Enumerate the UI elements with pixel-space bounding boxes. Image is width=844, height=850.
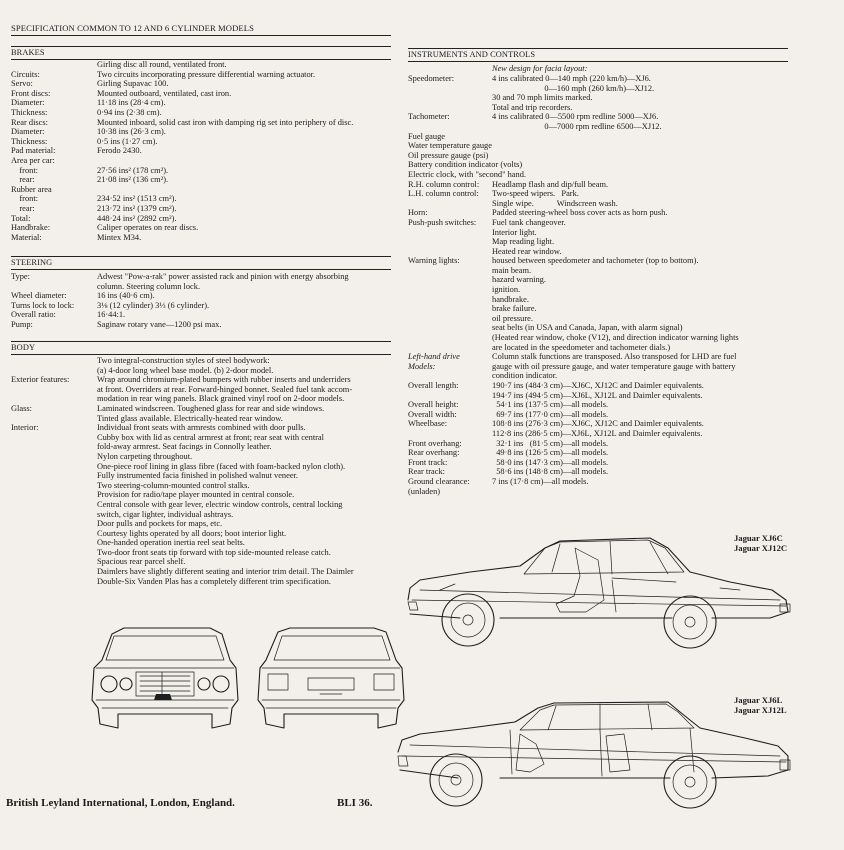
spec-label: Speedometer: [408, 74, 455, 83]
spec-label: rear: [11, 175, 35, 185]
spec-label: Type: [11, 272, 30, 281]
spec-value: 16·44:1. [97, 310, 126, 320]
spec-label: Turns lock to lock: [11, 300, 75, 310]
spec-value: 448·24 ins² (2892 cm²). [97, 213, 177, 223]
spec-label: Total: [11, 213, 31, 223]
spec-label: Handbrake: [11, 223, 51, 233]
spec-value: 58·6 ins (148·8 cm)—all models. [492, 467, 609, 477]
spec-label: Fuel gauge Water temperature gauge Oil pressure gauge (psi) Battery condition indicator (volts) Electric clock, with "second" hand. [408, 131, 526, 179]
spec-value: 0·5 ins (1·27 cm). [97, 136, 158, 146]
spec-value: 69·7 ins (177·0 cm)—all models. [492, 409, 609, 419]
spec-value: 54·1 ins (137·5 cm)—all models. [492, 400, 609, 410]
spec-label: Pad material: [11, 146, 56, 156]
spec-label: rear: [11, 203, 35, 213]
spec-label: Servo: [11, 79, 33, 89]
spec-label: R.H. column control: [408, 179, 480, 189]
spec-value: Individual front seats with armrests combined with door pulls. Cubby box with lid as central armrest at front; rear seat with central fold-away armrest. Seat facings in Connolly leather. Nylon carpeting throughout. One-piece roof lining in glass fibre (faced with foam-backed nylon cloth). Fully instrumented facia finished in polished walnut veneer. Two steering-column-mounted control stalks. Provision for radio/tape player mounted in central console. Central console with gear lever, electric window controls, central locking switch, cigar lighter, individual ashtrays. Door pulls and pockets for maps, etc. Courtesy lights operated by all doors; boot interior light. One-handed operation inertia reel seat belts. Two-door front seats tip forward with top side-mounted release catch. Spacious rear parcel shelf. Daimlers have slightly different seating and interior trim detail. The Daimler Double-Six Vanden Plas has a completely different trim specification. [97, 423, 354, 586]
spec-label: Thickness: [11, 107, 48, 117]
spec-value: Wrap around chromium-plated bumpers with rubber inserts and underriders at front. Overriders at rear. Forward-hinged bonnet. Sealed fuel tank accom- modation in rear wing panels. Black grained vinyl roof on 2-door models. [97, 375, 353, 404]
instruments-heading: INSTRUMENTS AND CONTROLS [408, 48, 788, 62]
spec-label: Overall width: [408, 409, 457, 419]
steering-heading: STEERING [11, 256, 391, 270]
brakes-heading: BRAKES [11, 46, 391, 60]
spec-value: Ferodo 2430. [97, 146, 142, 156]
spec-value: 16 ins (40·6 cm). [97, 291, 155, 301]
spec-label: Front track: [408, 457, 448, 467]
spec-value: 58·0 ins (147·3 cm)—all models. [492, 457, 609, 467]
spec-label: Pump: [11, 319, 33, 329]
spec-value: Mounted outboard, ventilated, cast iron. [97, 88, 232, 98]
spec-label: Warning lights: [408, 256, 460, 266]
spec-label: Exterior features: [11, 375, 70, 385]
spec-value: Padded steering-wheel boss cover acts as horn push. [492, 208, 668, 218]
publication-code: BLI 36. [337, 797, 373, 809]
spec-value: 4 ins calibrated 0—140 mph (220 km/h)—XJ6. 0—160 mph (260 km/h)—XJ12. 30 and 70 mph limits marked. Total and trip recorders. [492, 74, 655, 112]
spec-value: 49·8 ins (126·5 cm)—all models. [492, 448, 609, 458]
spec-label: Push-push switches: [408, 217, 477, 227]
spec-label: Diameter: [11, 127, 45, 137]
spec-label: Overall height: [408, 400, 459, 410]
spec-label: Rear overhang: [408, 448, 460, 458]
spec-label: Diameter: [11, 98, 45, 108]
caption-coupe: Jaguar XJ6C Jaguar XJ12C [734, 533, 788, 553]
spec-label: Circuits: [11, 69, 40, 79]
spec-label: Horn: [408, 208, 428, 218]
body-heading: BODY [11, 341, 391, 355]
spec-label: front: [11, 165, 38, 175]
spec-value: 10·38 ins (26·3 cm). [97, 127, 166, 137]
spec-value: Mintex M34. [97, 232, 142, 242]
spec-label: Rear track: [408, 467, 445, 477]
publisher-line: British Leyland International, London, England. [6, 797, 235, 809]
spec-value: 190·7 ins (484·3 cm)—XJ6C, XJ12C and Daimler equivalents. 194·7 ins (494·5 cm)—XJ6L, XJ12L and Daimler equivalents. [492, 381, 704, 400]
spec-value: Headlamp flash and dip/full beam. [492, 179, 609, 189]
spec-label: Wheel diameter: [11, 291, 67, 301]
spec-label: Glass: [11, 403, 32, 413]
spec-value: Two integral-construction styles of steel bodywork: (a) 4-door long wheel base model. (b) 2-door model. [97, 356, 274, 375]
spec-label: Thickness: [11, 136, 48, 146]
spec-label: L.H. column control: [408, 189, 479, 199]
spec-label: Rubber area [11, 184, 52, 194]
spec-label: front: [11, 194, 38, 204]
spec-label: Front overhang: [408, 438, 462, 448]
spec-value: Mounted inboard, solid cast iron with damping rig set into periphery of disc. [97, 117, 354, 127]
spec-value: Laminated windscreen. Toughened glass for rear and side windows. Tinted glass available. Electrically-heated rear window. [97, 403, 325, 423]
spec-value: 234·52 ins² (1513 cm²). [97, 194, 177, 204]
spec-label: Wheelbase: [408, 419, 448, 429]
spec-value: 27·56 ins² (178 cm²). [97, 165, 169, 175]
spec-label: Overall length: [408, 381, 459, 390]
spec-value: 4 ins calibrated 0—5500 rpm redline 5000—XJ6. 0—7000 rpm redline 6500—XJ12. [492, 112, 662, 131]
spec-value: housed between speedometer and tachometer (top to bottom). main beam. hazard warning. ignition. handbrake. brake failure. oil pressure. seat belts (in USA and Canada, Japan, with alarm signal) (Heated rear window, choke (V12), and direction indicator warning lights are located in the speedometer and tachometer dials.) [492, 256, 739, 352]
spec-value: 0·94 ins (2·38 cm). [97, 107, 162, 117]
facia-note: New design for facia layout: [492, 64, 588, 73]
spec-value: 108·8 ins (276·3 cm)—XJ6C, XJ12C and Daimler equivalents. 112·8 ins (286·5 cm)—XJ6L, XJ12L and Daimler equivalents. [492, 419, 704, 438]
spec-value: 32·1 ins (81·5 cm)—all models. [492, 438, 609, 448]
spec-value: 21·08 ins² (136 cm²). [97, 175, 169, 185]
spec-value: 213·72 ins² (1379 cm²). [97, 203, 177, 213]
page-header: SPECIFICATION COMMON TO 12 AND 6 CYLINDER MODELS [11, 23, 391, 36]
spec-value: Caliper operates on rear discs. [97, 223, 199, 233]
spec-label: Ground clearance: (unladen) [408, 476, 470, 496]
spec-value: Fuel tank changeover. Interior light. Map reading light. Heated rear window. [492, 217, 566, 256]
spec-label: Material: [11, 232, 42, 242]
spec-label: Overall ratio: [11, 310, 56, 320]
spec-label: Front discs: [11, 88, 51, 98]
spec-value: 7 ins (17·8 cm)—all models. [492, 476, 589, 486]
spec-label: Rear discs: [11, 117, 48, 127]
spec-label: Area per car: [11, 155, 55, 165]
spec-value: Girling Supavac 100. [97, 79, 169, 89]
spec-label: Interior: [11, 423, 39, 433]
spec-value: Girling disc all round, ventilated front. [97, 60, 227, 69]
spec-value: Two circuits incorporating pressure differential warning actuator. [97, 69, 316, 79]
spec-value: 3⅛ (12 cylinder) 3⅓ (6 cylinder). [97, 300, 210, 310]
spec-value: Column stalk functions are transposed. Also transposed for LHD are fuel gauge with oil pressure gauge, and water temperature gauge with battery condition indicator. [492, 352, 737, 381]
spec-value: 11·18 ins (28·4 cm). [97, 98, 166, 108]
caption-saloon: Jaguar XJ6L Jaguar XJ12L [734, 695, 787, 715]
spec-label: Tachometer: [408, 112, 450, 122]
spec-value: Two-speed wipers. Park. Single wipe. Windscreen wash. [492, 189, 618, 208]
spec-label: Left-hand drive Models: [408, 352, 460, 371]
spec-value: Adwest "Pow-a-rak" power assisted rack and pinion with energy absorbing column. Steering column lock. [97, 272, 349, 291]
spec-value: Saginaw rotary vane—1200 psi max. [97, 319, 222, 329]
